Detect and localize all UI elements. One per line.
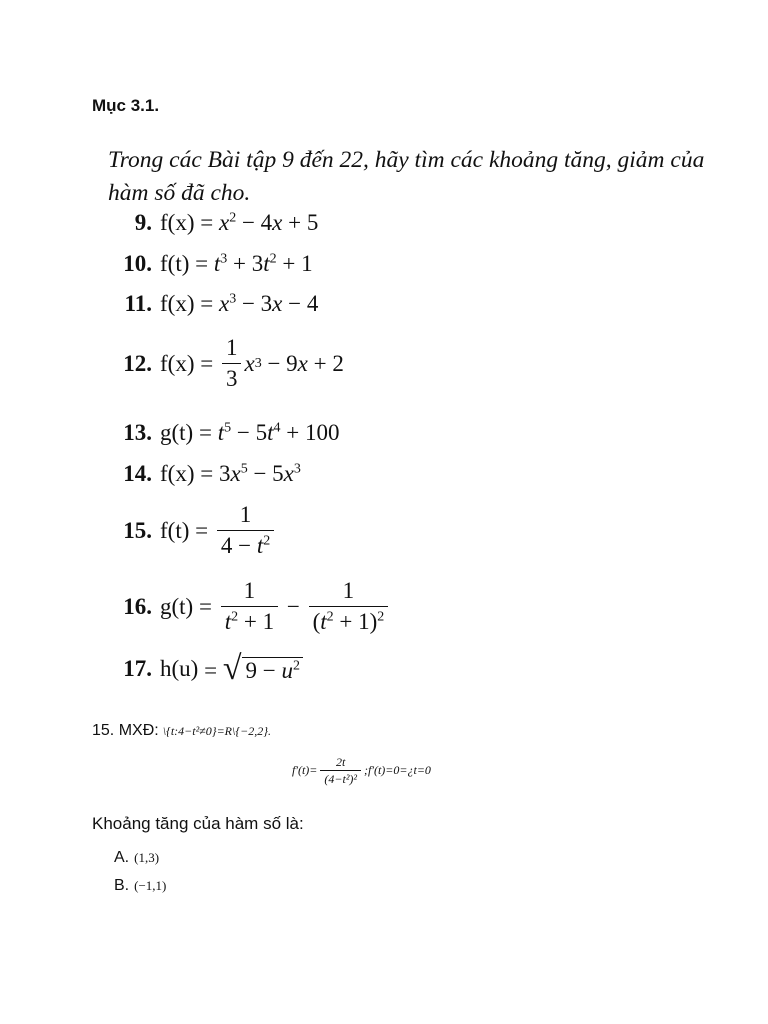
exercise-17 [108, 650, 303, 687]
exercise-number: 13. [123, 420, 152, 445]
option-a[interactable] [114, 849, 159, 867]
exercise-number: 14. [123, 461, 152, 486]
exercise-13 [108, 420, 339, 446]
exercise-15 [108, 500, 277, 561]
exercise-number: 11. [124, 291, 152, 316]
derivative-denominator: (4−t²)² [320, 770, 361, 787]
exercise-number: 15. [123, 517, 152, 543]
exercise-number: 16. [123, 593, 152, 619]
interval-question: Khoảng tăng của hàm số là: [92, 814, 304, 833]
derivative-fraction [320, 754, 361, 787]
exercise-formula: = $\frac{1}{3}$ x 3 − 9 x + 2 [194, 333, 343, 394]
exercise-formula: = $\frac{1}{4 - t^2}$ [189, 500, 277, 561]
solution-domain-line [92, 722, 271, 740]
exercise-number: 12. [123, 350, 152, 376]
exercise-9 [108, 210, 318, 236]
exercise-14 [108, 461, 301, 487]
exercise-function: f(x) [160, 461, 195, 486]
derivative-numerator: 2t [336, 755, 346, 769]
exercise-function: h(u) [160, 656, 199, 681]
exercise-formula: = $3x^5 - 5x^3$ [194, 461, 301, 486]
exercise-formula: = $x^3 - 3x - 4$ [194, 291, 319, 316]
exercise-12 [108, 333, 344, 394]
exercise-function: f(t) [160, 251, 190, 276]
exercise-16 [108, 576, 391, 637]
exercise-number: 10. [123, 251, 152, 276]
exercise-function: f(x) [160, 210, 195, 235]
exercise-11 [108, 291, 318, 317]
derivative-lhs: f′(t)= [292, 763, 318, 777]
exercise-function: f(x) [160, 350, 195, 376]
exercise-10 [108, 251, 313, 277]
exercise-instructions: Trong các Bài tập 9 đến 22, hãy tìm các khoảng tăng, giảm của hàm số đã cho. [108, 147, 705, 206]
option-label: A. [114, 849, 130, 866]
option-value: (−1,1) [134, 878, 167, 893]
exercise-function: g(t) [160, 420, 194, 445]
section-heading: Mục 3.1. [92, 96, 160, 115]
exercise-function: f(x) [160, 291, 195, 316]
option-b[interactable] [114, 877, 166, 895]
solution-domain: \{t:4−t²≠0}=R\{−2,2}. [162, 724, 272, 738]
option-label: B. [114, 877, 130, 894]
exercise-formula: = √ $9 - u^2$ [198, 654, 303, 684]
exercise-formula: = $x^2 - 4x + 5$ [194, 210, 319, 235]
solution-label: 15. MXĐ: [92, 722, 159, 739]
derivative-rest: ;f′(t)=0=¿t=0 [364, 763, 431, 777]
exercise-function: f(t) [160, 517, 190, 543]
exercise-formula: = $\frac{1}{t^2 + 1}$ − $\frac{1}{(t^2 + 1)^2}$ [193, 576, 391, 637]
exercise-number: 9. [134, 210, 152, 235]
derivative-formula [292, 754, 431, 787]
option-value: (1,3) [134, 850, 160, 865]
exercise-formula: = $t^5 - 5t^4 + 100$ [193, 420, 340, 445]
exercise-function: g(t) [160, 593, 194, 619]
exercise-number: 17. [123, 656, 152, 681]
exercise-formula: = $t^3 + 3t^2 + 1$ [189, 251, 313, 276]
